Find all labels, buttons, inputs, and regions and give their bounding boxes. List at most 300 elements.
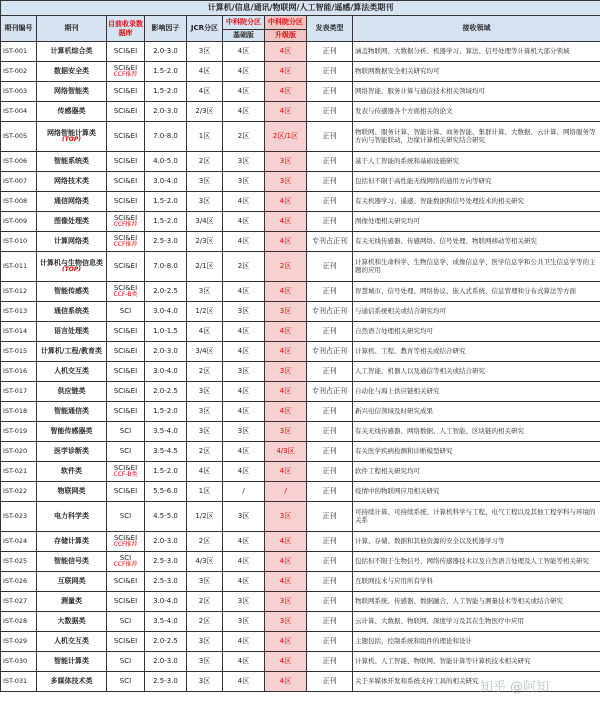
journal-category <box>37 322 107 342</box>
journal-category <box>37 342 107 362</box>
scope: 网络智能、服务计算与通信技术相关领域均可 <box>353 82 600 102</box>
category-name: 人机交互类 <box>54 367 89 376</box>
journal-db <box>107 192 145 212</box>
db-name: SCI&EI <box>113 387 138 396</box>
table-row <box>1 612 600 632</box>
journal-category <box>37 102 107 122</box>
journal-category <box>37 612 107 632</box>
journal-id: IST-031 <box>1 672 37 692</box>
impact-factor: 3.5-4.0 <box>145 612 187 632</box>
db-name: SCI&EI <box>113 534 138 543</box>
cas-basic-zone: 4区 <box>223 192 265 212</box>
publish-type: 正刊 <box>307 592 353 612</box>
journal-category <box>37 552 107 572</box>
journal-id: IST-028 <box>1 612 37 632</box>
scope: 可持续计算、可持续系统、计算机科学与工程、电气工程以及其他工程学科与环境的关系 <box>353 502 600 532</box>
db-name: SCI&EI <box>113 87 138 96</box>
impact-factor: 1.5-2.0 <box>145 192 187 212</box>
category-name: 图像处理类 <box>54 217 89 226</box>
journal-id: IST-001 <box>1 42 37 62</box>
impact-factor: 4.5-5.0 <box>145 502 187 532</box>
cas-upgrade-zone: 4区 <box>265 572 307 592</box>
journal-category <box>37 172 107 192</box>
table-row <box>1 232 600 252</box>
db-name: SCI&EI <box>113 234 138 243</box>
db-name: SCI&EI <box>113 157 138 166</box>
journal-category <box>37 462 107 482</box>
cas-upgrade-zone: 4区 <box>265 62 307 82</box>
scope: 云计算、大数据、物联网、深度学习及其在生物医疗中应用 <box>353 612 600 632</box>
journal-db <box>107 252 145 282</box>
header-db: 目前收录数据库 <box>107 16 145 42</box>
journal-db <box>107 282 145 302</box>
journal-db <box>107 42 145 62</box>
journal-category <box>37 382 107 402</box>
scope: 有关无线传感器、传感网络、信号处理、物联网移动等相关研究 <box>353 232 600 252</box>
impact-factor: 3.0-4.0 <box>145 172 187 192</box>
journal-id: IST-026 <box>1 572 37 592</box>
jcr-zone: 3区 <box>187 172 223 192</box>
journal-category <box>37 402 107 422</box>
db-name: SCI&EI <box>113 347 138 356</box>
journal-id: IST-027 <box>1 592 37 612</box>
db-name: SCI&EI <box>113 107 138 116</box>
journal-db <box>107 362 145 382</box>
jcr-zone: 3区 <box>187 402 223 422</box>
table-row <box>1 652 600 672</box>
publish-type: 正刊 <box>307 552 353 572</box>
db-name: SCI <box>119 307 132 316</box>
jcr-zone: 2/3区 <box>187 232 223 252</box>
publish-type: 正刊 <box>307 212 353 232</box>
jcr-zone: 3区 <box>187 572 223 592</box>
impact-factor: 7.0-8.0 <box>145 122 187 152</box>
impact-factor: 3.0-4.0 <box>145 302 187 322</box>
jcr-zone: 1/2区 <box>187 302 223 322</box>
table-row <box>1 402 600 422</box>
scope: 物联网、服务计算、智能计算、商务智能、集群计算、大数据、云计算、网络服务等方向与智能联动，边缘计算相关研究结合研究 <box>353 122 600 152</box>
journal-db <box>107 402 145 422</box>
journal-category <box>37 502 107 532</box>
journal-category <box>37 532 107 552</box>
publish-type: 正刊 <box>307 402 353 422</box>
db-name: SCI&EI <box>113 132 138 141</box>
db-name: SCI&EI <box>113 284 138 293</box>
cas-basic-zone: 4区 <box>223 282 265 302</box>
cas-basic-zone: 3区 <box>223 502 265 532</box>
cas-upgrade-zone: 3区 <box>265 502 307 532</box>
ccf-tag: CCF推荐 <box>113 561 138 569</box>
cas-upgrade-zone: 4区 <box>265 102 307 122</box>
journal-id: IST-030 <box>1 652 37 672</box>
cas-basic-zone: 4区 <box>223 382 265 402</box>
jcr-zone: 3区 <box>187 632 223 652</box>
table-row <box>1 362 600 382</box>
publish-type: 正刊 <box>307 482 353 502</box>
journal-id: IST-021 <box>1 462 37 482</box>
header-category: 期刊 <box>37 16 107 42</box>
table-row <box>1 152 600 172</box>
category-name: 网络智能计算类 <box>47 129 96 138</box>
journal-db <box>107 102 145 122</box>
publish-type: 专刊占正刊 <box>307 232 353 252</box>
cas-upgrade-zone: 4区 <box>265 322 307 342</box>
publish-type: 正刊 <box>307 252 353 282</box>
db-name: SCI <box>119 617 132 626</box>
jcr-zone: 1/2区 <box>187 502 223 532</box>
cas-upgrade-zone: 3区 <box>265 172 307 192</box>
cas-upgrade-zone: 4区 <box>265 232 307 252</box>
table-row <box>1 122 600 152</box>
table-row <box>1 302 600 322</box>
journal-id: IST-019 <box>1 422 37 442</box>
jcr-zone: 4区 <box>187 82 223 102</box>
journal-db <box>107 122 145 152</box>
cas-upgrade-zone: 2区 <box>265 252 307 282</box>
publish-type: 正刊 <box>307 502 353 532</box>
category-name: 智能传感类 <box>54 287 89 296</box>
journal-id: IST-006 <box>1 152 37 172</box>
category-name: 通信网络类 <box>54 197 89 206</box>
top-tag: (TOP) <box>61 266 82 274</box>
ccf-tag: CCF-B类 <box>113 471 138 479</box>
jcr-zone: 3区 <box>187 422 223 442</box>
table-row <box>1 382 600 402</box>
journal-category <box>37 212 107 232</box>
category-name: 供应链类 <box>57 387 86 396</box>
category-name: 智能系统类 <box>54 157 89 166</box>
db-name: SCI&EI <box>113 407 138 416</box>
db-name: SCI&EI <box>113 464 138 473</box>
jcr-zone: 3区 <box>187 282 223 302</box>
table-row <box>1 252 600 282</box>
jcr-zone: 2区 <box>187 532 223 552</box>
cas-upgrade-zone: 4区 <box>265 462 307 482</box>
cas-upgrade-zone: 2区/1区 <box>265 122 307 152</box>
publish-type: 正刊 <box>307 462 353 482</box>
cas-basic-zone: 4区 <box>223 82 265 102</box>
cas-basic-zone: 4区 <box>223 42 265 62</box>
publish-type: 正刊 <box>307 672 353 692</box>
table-row <box>1 592 600 612</box>
header-scope: 接收领域 <box>353 16 600 42</box>
publish-type: 正刊 <box>307 442 353 462</box>
journal-db <box>107 302 145 322</box>
journal-category <box>37 282 107 302</box>
jcr-zone: 4区 <box>187 322 223 342</box>
scope: 计算机、工程、教育等相关或结合研究 <box>353 342 600 362</box>
jcr-zone: 4/3区 <box>187 552 223 572</box>
cas-upgrade-zone: 4区 <box>265 282 307 302</box>
impact-factor: 2.5-3.0 <box>145 572 187 592</box>
cas-upgrade-zone: 3区 <box>265 592 307 612</box>
cas-basic-zone: 4区 <box>223 102 265 122</box>
category-name: 智能信号类 <box>54 557 89 566</box>
journal-db <box>107 212 145 232</box>
journal-id: IST-005 <box>1 122 37 152</box>
top-tag: (TOP) <box>61 136 82 144</box>
cas-basic-zone: 4区 <box>223 442 265 462</box>
journal-category <box>37 592 107 612</box>
journal-db <box>107 632 145 652</box>
cas-basic-zone: 3区 <box>223 302 265 322</box>
journal-category <box>37 652 107 672</box>
scope: 有关医学疾病检测和诊断模型研究 <box>353 442 600 462</box>
category-name: 多媒体技术类 <box>50 677 93 686</box>
cas-basic-zone: 3区 <box>223 422 265 442</box>
journal-id: IST-018 <box>1 402 37 422</box>
category-name: 数据安全类 <box>54 67 89 76</box>
impact-factor: 2.0-2.5 <box>145 632 187 652</box>
impact-factor: 2.0-3.0 <box>145 102 187 122</box>
cas-basic-zone: / <box>223 482 265 502</box>
journal-id: IST-011 <box>1 252 37 282</box>
journal-id: IST-012 <box>1 282 37 302</box>
db-name: SCI <box>119 657 132 666</box>
cas-upgrade-zone: 4区 <box>265 402 307 422</box>
publish-type: 正刊 <box>307 652 353 672</box>
cas-upgrade-zone: 4区 <box>265 212 307 232</box>
journal-id: IST-024 <box>1 532 37 552</box>
db-name: SCI&EI <box>113 197 138 206</box>
publish-type: 正刊 <box>307 42 353 62</box>
journal-db <box>107 172 145 192</box>
category-name: 人机交互类 <box>54 637 89 646</box>
db-name: SCI&EI <box>113 597 138 606</box>
category-name: 网络技术类 <box>54 177 89 186</box>
publish-type: 正刊 <box>307 612 353 632</box>
scope: 包括但不限于生物信号、网络传感器技术以及自然语言处理及人工智能等相关研究 <box>353 552 600 572</box>
jcr-zone: 4区 <box>187 462 223 482</box>
scope: 与通信系统相关或结合研究均可 <box>353 302 600 322</box>
journal-category <box>37 232 107 252</box>
journal-category <box>37 362 107 382</box>
db-name: SCI&EI <box>113 214 138 223</box>
journal-db <box>107 652 145 672</box>
category-name: 通信系统类 <box>54 307 89 316</box>
scope: 自然语言处理相关研究均可 <box>353 322 600 342</box>
table-row <box>1 632 600 652</box>
impact-factor: 3.0-4.0 <box>145 362 187 382</box>
journal-db <box>107 442 145 462</box>
cas-upgrade-zone: 3区 <box>265 612 307 632</box>
journal-id: IST-029 <box>1 632 37 652</box>
journal-category <box>37 632 107 652</box>
table-row <box>1 192 600 212</box>
impact-factor: 1.5-2.0 <box>145 82 187 102</box>
jcr-zone: 3区 <box>187 42 223 62</box>
category-name: 智能计算类 <box>54 657 89 666</box>
cas-upgrade-zone: 3区 <box>265 422 307 442</box>
jcr-zone: 4区 <box>187 62 223 82</box>
cas-upgrade-zone: 4区 <box>265 652 307 672</box>
journal-db <box>107 612 145 632</box>
category-name: 智能传感器类 <box>50 427 93 436</box>
jcr-zone: 1区 <box>187 122 223 152</box>
publish-type: 正刊 <box>307 572 353 592</box>
scope: 软件工程相关研究均可 <box>353 462 600 482</box>
publish-type: 正刊 <box>307 82 353 102</box>
table-title: 计算机/信息/通讯/物联网/人工智能/遥感/算法类期刊 <box>1 1 600 16</box>
cas-basic-zone: 4区 <box>223 632 265 652</box>
cas-basic-zone: 3区 <box>223 172 265 192</box>
jcr-zone: 2区 <box>187 152 223 172</box>
cas-upgrade-zone: 4/3区 <box>265 442 307 462</box>
journal-id: IST-014 <box>1 322 37 342</box>
table-row <box>1 62 600 82</box>
journal-id: IST-023 <box>1 502 37 532</box>
scope: 基于人工智能的系统和基础设施研究 <box>353 152 600 172</box>
journal-db <box>107 482 145 502</box>
scope: 关于多媒体开发和系统支持工具的相关研究 <box>353 672 600 692</box>
impact-factor: 1.5-2.0 <box>145 62 187 82</box>
journal-id: IST-004 <box>1 102 37 122</box>
journal-db <box>107 532 145 552</box>
publish-type: 正刊 <box>307 122 353 152</box>
impact-factor: 1.0-1.5 <box>145 322 187 342</box>
header-jcr: JCR分区 <box>187 16 223 42</box>
publish-type: 正刊 <box>307 62 353 82</box>
cas-upgrade-zone: 4区 <box>265 532 307 552</box>
journal-id: IST-008 <box>1 192 37 212</box>
journal-category <box>37 442 107 462</box>
scope: 互联网技术与应用所有学科 <box>353 572 600 592</box>
impact-factor: 3.5-4.0 <box>145 422 187 442</box>
cas-basic-zone: 4区 <box>223 402 265 422</box>
db-name: SCI&EI <box>113 327 138 336</box>
publish-type: 正刊 <box>307 632 353 652</box>
ccf-tag: CCF推荐 <box>113 71 138 79</box>
journal-category <box>37 302 107 322</box>
journal-category <box>37 42 107 62</box>
header-cas-group-2: 中科院分区 <box>265 16 307 30</box>
journal-category <box>37 62 107 82</box>
cas-upgrade-zone: 3区 <box>265 152 307 172</box>
category-name: 互联网类 <box>57 577 86 586</box>
publish-type: 正刊 <box>307 282 353 302</box>
impact-factor: 2.0-3.0 <box>145 532 187 552</box>
journal-category <box>37 422 107 442</box>
journal-id: IST-020 <box>1 442 37 462</box>
scope: 自动化与海上供应链相关研究 <box>353 382 600 402</box>
journal-category <box>37 122 107 152</box>
cas-basic-zone: 3区 <box>223 152 265 172</box>
impact-factor: 2.0-3.0 <box>145 42 187 62</box>
db-name: SCI&EI <box>113 47 138 56</box>
jcr-zone: 2区 <box>187 442 223 462</box>
jcr-zone: 3/4区 <box>187 342 223 362</box>
journal-id: IST-022 <box>1 482 37 502</box>
scope: 图像处理相关研究均可 <box>353 212 600 232</box>
table-row <box>1 482 600 502</box>
category-name: 计算机/工程/教育类 <box>40 347 103 356</box>
scope: 发表与传感器各个方面相关的论文 <box>353 102 600 122</box>
scope: 包括但不限于高性能无线网络的通用方向等研究 <box>353 172 600 192</box>
cas-basic-zone: 4区 <box>223 232 265 252</box>
cas-basic-zone: 4区 <box>223 212 265 232</box>
db-name: SCI <box>119 677 132 686</box>
cas-upgrade-zone: 4区 <box>265 672 307 692</box>
scope: 智慧城市、信号处理、网络协议、嵌入式系统、信息管理和分布式算法等方面 <box>353 282 600 302</box>
publish-type: 正刊 <box>307 102 353 122</box>
category-name: 语言处理类 <box>54 327 89 336</box>
impact-factor: 2.5-3.0 <box>145 552 187 572</box>
db-name: SCI <box>119 512 132 521</box>
cas-basic-zone: 4区 <box>223 342 265 362</box>
cas-basic-zone: 3区 <box>223 362 265 382</box>
jcr-zone: 2区 <box>187 612 223 632</box>
jcr-zone: 3区 <box>187 672 223 692</box>
cas-upgrade-zone: 4区 <box>265 42 307 62</box>
db-name: SCI <box>119 554 132 563</box>
table-row <box>1 552 600 572</box>
publish-type: 专刊占正刊 <box>307 382 353 402</box>
cas-basic-zone: 3区 <box>223 592 265 612</box>
db-name: SCI&EI <box>113 487 138 496</box>
db-name: SCI&EI <box>113 64 138 73</box>
scope: 计算机、人工智能、物联网、智能计算等计算机技术相关研究 <box>353 652 600 672</box>
category-name: 医学诊断类 <box>54 447 89 456</box>
journal-db <box>107 342 145 362</box>
journal-category <box>37 482 107 502</box>
ccf-tag: CCF推荐 <box>113 221 138 229</box>
cas-upgrade-zone: 4区 <box>265 552 307 572</box>
category-name: 测量类 <box>61 597 82 606</box>
scope: 物联网数据安全相关研究均可 <box>353 62 600 82</box>
table-row <box>1 502 600 532</box>
cas-basic-zone: 4区 <box>223 532 265 552</box>
scope: 计算、存储、数据和其他资源的安全以及机器学习等 <box>353 532 600 552</box>
table-row <box>1 282 600 302</box>
journal-db <box>107 462 145 482</box>
journal-id: IST-003 <box>1 82 37 102</box>
header-cas-basic: 基础版 <box>223 30 265 42</box>
scope: 计算机和生命科学、生物信息学、成像信息学、医学信息学和公共卫生信息学等的主题的应用 <box>353 252 600 282</box>
db-name: SCI <box>119 427 132 436</box>
cas-upgrade-zone: 3区 <box>265 302 307 322</box>
scope: 有关无线传感器、网络数据、人工智能、区块链的相关研究 <box>353 422 600 442</box>
cas-upgrade-zone: 4区 <box>265 192 307 212</box>
watermark: 知乎 @阿知 <box>480 680 550 695</box>
table-row <box>1 102 600 122</box>
header-if: 影响因子 <box>145 16 187 42</box>
cas-basic-zone: 4区 <box>223 322 265 342</box>
category-name: 网络智能类 <box>54 87 89 96</box>
publish-type: 正刊 <box>307 322 353 342</box>
category-name: 电力科学类 <box>54 512 89 521</box>
publish-type: 正刊 <box>307 192 353 212</box>
db-name: SCI <box>119 447 132 456</box>
table-row <box>1 42 600 62</box>
impact-factor: 3.5-4.5 <box>145 442 187 462</box>
journal-category <box>37 192 107 212</box>
header-id: 期刊编号 <box>1 16 37 42</box>
cas-upgrade-zone: 4区 <box>265 382 307 402</box>
journal-db <box>107 382 145 402</box>
cas-upgrade-zone: 3区 <box>265 362 307 382</box>
journal-db <box>107 592 145 612</box>
journal-id: IST-009 <box>1 212 37 232</box>
cas-basic-zone: 2区 <box>223 122 265 152</box>
category-name: 传感器类 <box>57 107 86 116</box>
ccf-tag: CCF-B类 <box>113 291 138 299</box>
journal-category <box>37 252 107 282</box>
journal-id: IST-015 <box>1 342 37 362</box>
impact-factor: 2.5-3.0 <box>145 672 187 692</box>
journal-db <box>107 552 145 572</box>
impact-factor: 7.0-8.0 <box>145 252 187 282</box>
jcr-zone: 2/3区 <box>187 102 223 122</box>
